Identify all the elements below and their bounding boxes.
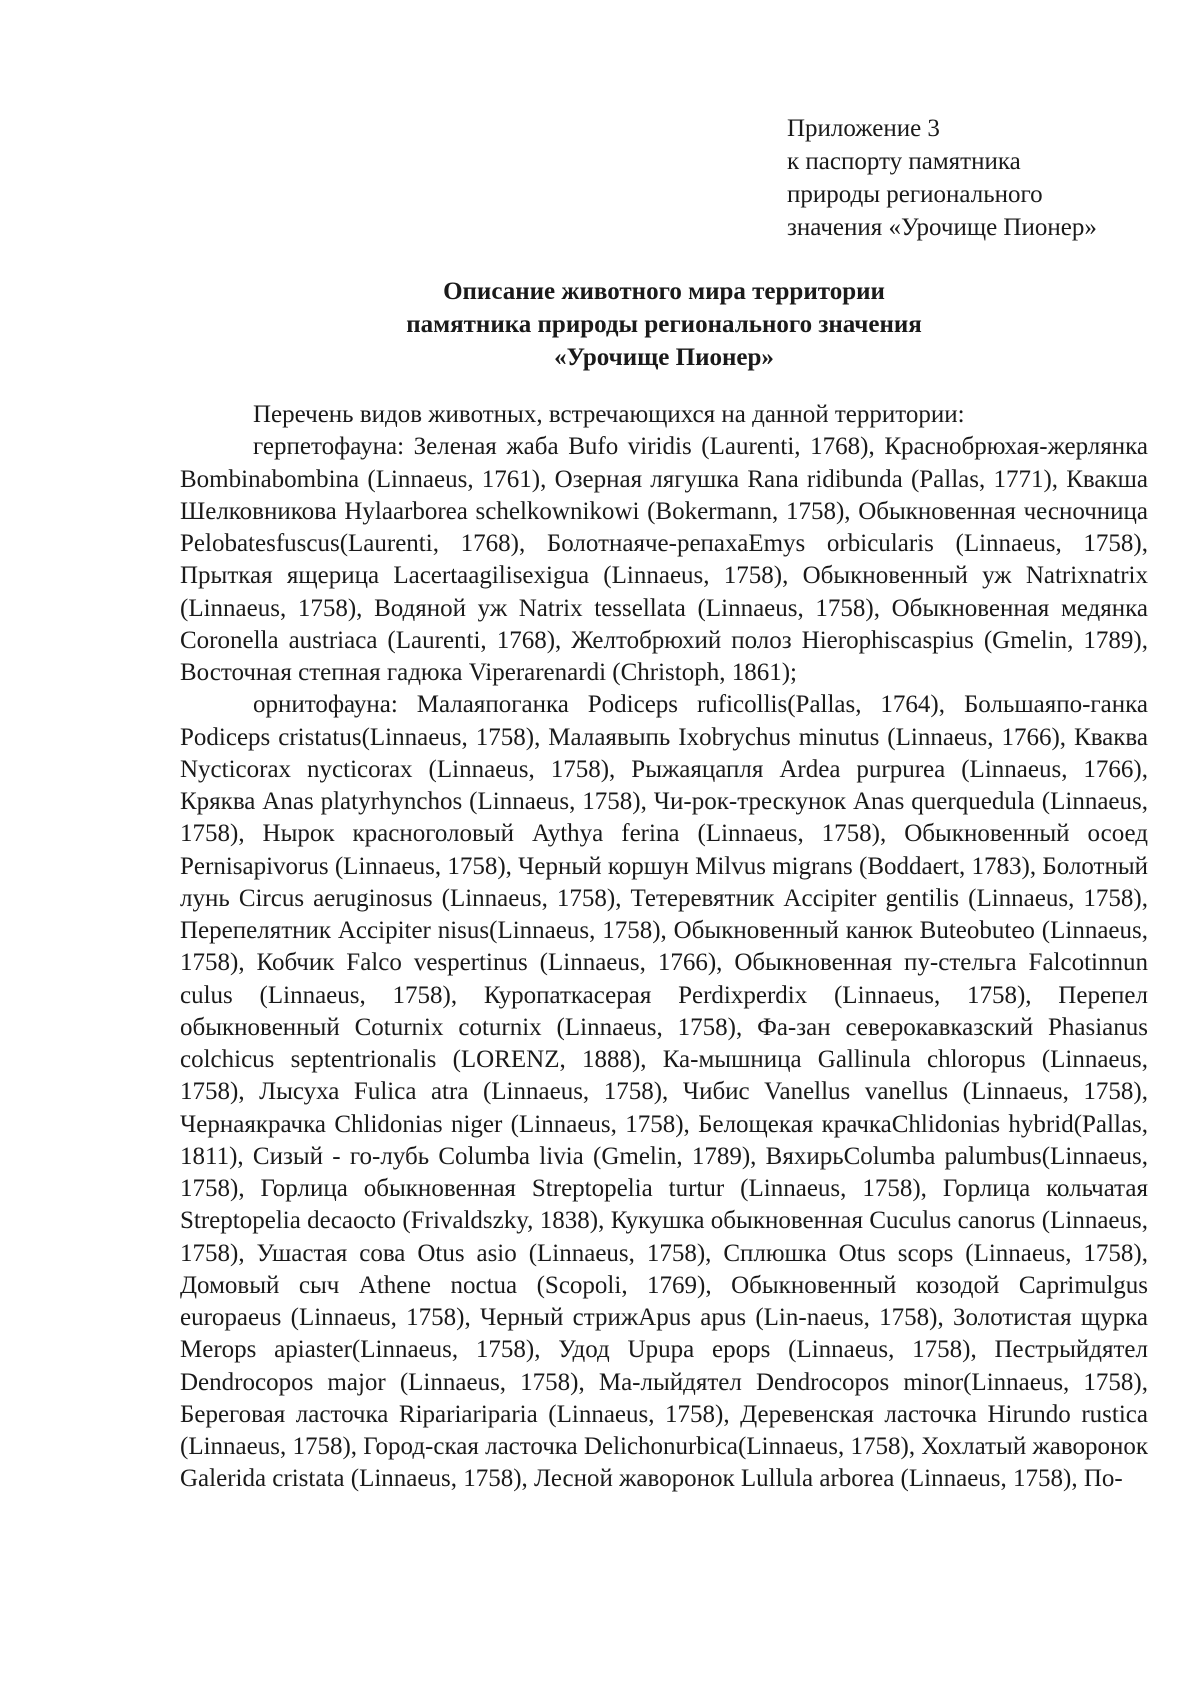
title-line: «Урочище Пионер» [554,344,774,371]
herpetofauna-paragraph: герпетофауна: Зеленая жаба Bufo viridis (Laurenti, 1768), Краснобрюхая-жерлянка Bombinabombina (Linnaeus, 1761), Озерная лягушка Rana ridibunda (Pallas, 1771), Квакша Шелковникова Hylaarborea schelkownikowi (Bokermann, 1758), Обыкновенная чесночница Pelobatesfuscus(Laurenti, 1768), Болотнаяче-репахаEmys orbicularis (Linnaeus, 1758), Прыткая ящерица Lacertaagilisexigua (Linnaeus, 1758), Обыкновенный уж Natrixnatrix (Linnaeus, 1758), Водяной уж Natrix tessellata (Linnaeus, 1758), Обыкновенная медянка Coronella austriaca (Laurenti, 1768), Желтобрюхий полоз Hierophiscaspius (Gmelin, 1789), Восточная степная гадюка Viperarenardi (Christoph, 1861); [180,433,1148,686]
title-line: памятника природы регионального значения [406,311,922,338]
appendix-line: Приложение 3 [787,115,940,142]
document-title [180,275,1148,374]
appendix-header [787,112,1187,244]
appendix-line: природы регионального [787,181,1043,208]
ornithofauna-paragraph: орнитофауна: Малаяпоганка Podiceps ruficollis(Pallas, 1764), Большаяпо-ганка Podiceps cristatus(Linnaeus, 1758), Малаявыпь Ixobrychus minutus (Linnaeus, 1766), Кваква Nycticorax nycticorax (Linnaeus, 1758), Рыжаяцапля Ardea purpurea (Linnaeus, 1766), Кряква Anas platyrhynchos (Linnaeus, 1758), Чи-рок-трескунок Anas querquedula (Linnaeus, 1758), Нырок красноголовый Aythya ferina (Linnaeus, 1758), Обыкновенный осоед Pernisapivorus (Linnaeus, 1758), Черный коршун Milvus migrans (Boddaert, 1783), Болотный лунь Circus aeruginosus (Linnaeus, 1758), Тетеревятник Accipiter gentilis (Linnaeus, 1758), Перепелятник Accipiter nisus(Linnaeus, 1758), Обыкновенный канюк Buteobuteo (Linnaeus, 1758), Кобчик Falco vespertinus (Linnaeus, 1766), Обыкновенная пу-стельга Falcotinnun culus (Linnaeus, 1758), Куропаткасерая Perdixperdix (Linnaeus, 1758), Перепел обыкновенный Coturnix coturnix (Linnaeus, 1758), Фа-зан северокавказский Phasianus colchicus septentrionalis (LORENZ, 1888), Ка-мышница Gallinula chloropus (Linnaeus, 1758), Лысуха Fulica atra (Linnaeus, 1758), Чибис Vanellus vanellus (Linnaeus, 1758), Чернаякрачка Chlidonias niger (Linnaeus, 1758), Белощекая крачкаChlidonias hybrid(Pallas, 1811), Сизый - го-лубь Columba livia (Gmelin, 1789), ВяхирьColumba palumbus(Linnaeus, 1758), Горлица обыкновенная Streptopelia turtur (Linnaeus, 1758), Горлица кольчатая Streptopelia decaocto (Frivaldszky, 1838), Кукушка обыкновенная Cuculus canorus (Linnaeus, 1758), Ушастая сова Otus asio (Linnaeus, 1758), Сплюшка Otus scops (Linnaeus, 1758), Домовый сыч Athene noctua (Scopoli, 1769), Обыкновенный козодой Caprimulgus europaeus (Linnaeus, 1758), Черный стрижApus apus (Lin-naeus, 1758), Золотистая щурка Merops apiaster(Linnaeus, 1758), Удод Upupa epops (Linnaeus, 1758), Пестрыйдятел Dendrocopos major (Linnaeus, 1758), Ма-лыйдятел Dendrocopos minor(Linnaeus, 1758), Береговая ласточка Ripariariparia (Linnaeus, 1758), Деревенская ласточка Hirundo rustica (Linnaeus, 1758), Город-ская ласточка Delichonurbica(Linnaeus, 1758), Хохлатый жаворонок Galerida cristata (Linnaeus, 1758), Лесной жаворонок Lullula arborea (Linnaeus, 1758), По- [180,691,1148,1493]
appendix-line: значения «Урочище Пионер» [787,214,1097,241]
title-line: Описание животного мира территории [443,278,885,305]
appendix-line: к паспорту памятника [787,148,1021,175]
intro-paragraph: Перечень видов животных, встречающихся на данной территории: [253,401,965,428]
document-body [180,399,1148,1496]
